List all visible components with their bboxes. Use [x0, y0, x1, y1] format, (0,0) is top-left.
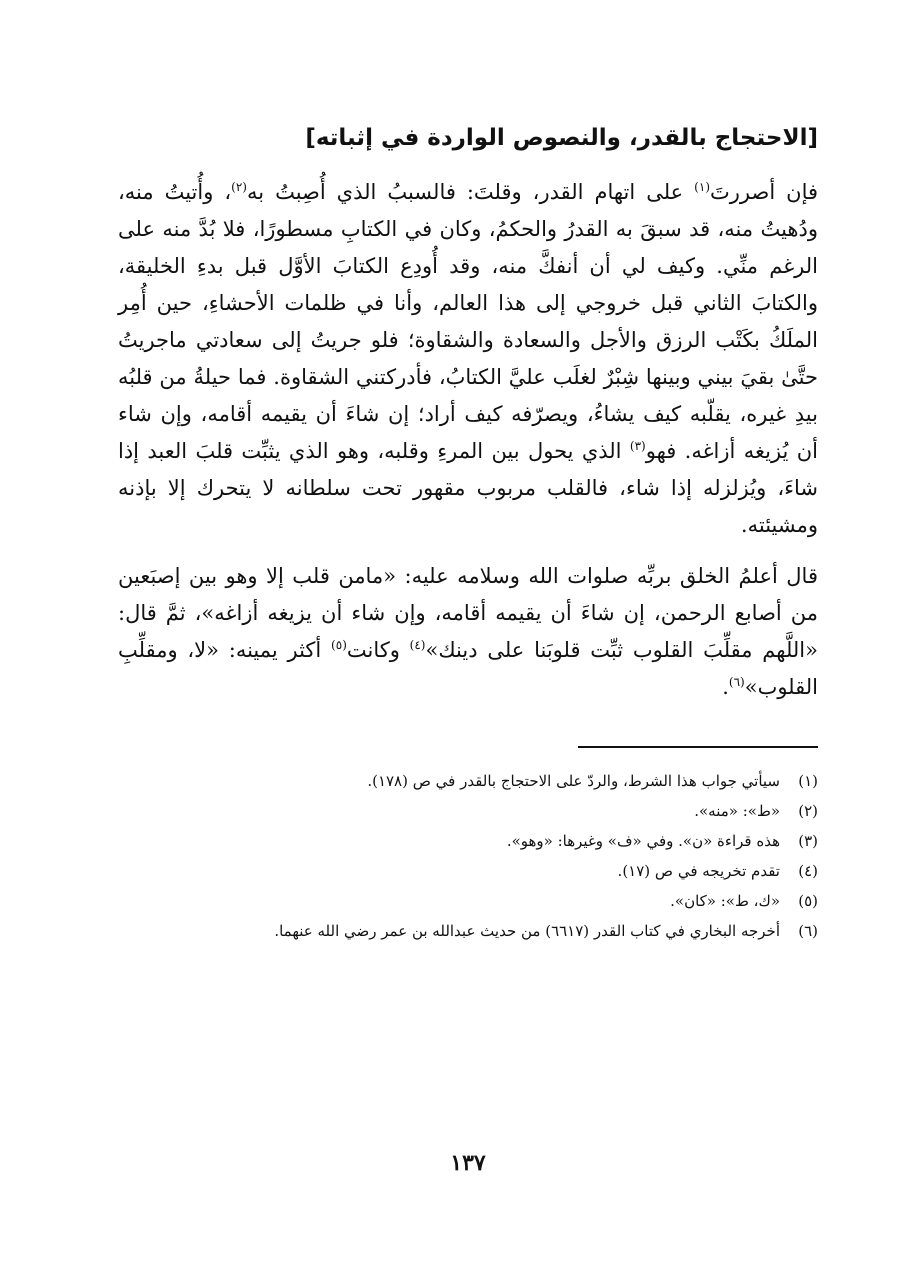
footnote-number: (٥)	[798, 892, 818, 910]
text-run: الذي يحول بين المرءِ وقلبه، وهو الذي يثبِّت قلبَ العبد إذا شاءَ، ويُزلزله إذا شاء، فالقلب مربوب مقهور تحت سلطانه لا يتحرك إلا بإذنه ومشيئته.	[118, 439, 818, 537]
footnote-number: (٢)	[798, 802, 818, 820]
footnote-ref-6: (٦)	[728, 675, 745, 689]
footnote-1	[118, 766, 818, 796]
footnote-4	[118, 856, 818, 886]
footnote-2	[118, 796, 818, 826]
footnote-ref-5: (٥)	[331, 638, 347, 652]
footnote-5	[118, 886, 818, 916]
text-run: ، وأُتيتُ منه، ودُهيتُ منه، قد سبقَ به القدرُ والحكمُ، وكان في الكتابِ مسطورًا، فلا بُدَّ منه على الرغم منِّي. وكيف لي أن أنفكَّ منه، وقد أُودِع الكتابَ الأوَّل قبل بدءِ الخليقة، والكتابَ الثاني قبل خروجي إلى هذا العالم، وأنا في ظلمات الأحشاءِ، حين أُمِر الملَكُ بكَتْب الرزق والأجل والسعادة والشقاوة؛ فلو جريتُ إلى سعادتي ماجريتُ حتَّىٰ بقيَ بيني وبينها شِبْرٌ لغلَب عليَّ الكتابُ، فأدركتني الشقاوة. فما حيلةُ من قلبُه بيدِ غيره، يقلّبه كيف يشاءُ، ويصرّفه كيف أراد؛ إن شاءَ أن يقيمه أقامه، وإن شاء أن يُزيغه أزاغه. فهو	[118, 180, 819, 463]
body-paragraph-2	[118, 558, 818, 706]
section-title: [الاحتجاج بالقدر، والنصوص الواردة في إثباته]	[305, 125, 818, 151]
footnote-text: «ط»: «منه».	[694, 802, 780, 820]
text-run: وكانت	[346, 638, 410, 662]
book-page	[118, 118, 818, 1178]
paragraph-text	[118, 558, 818, 706]
page-number: ١٣٧	[450, 1150, 486, 1176]
footnote-text: «ك، ط»: «كان».	[670, 892, 780, 910]
footnote-text: أخرجه البخاري في كتاب القدر (٦٦١٧) من حديث عبدالله بن عمر رضي الله عنهما.	[274, 922, 780, 940]
text-run: أكثر يمينه: «لا، ومقلِّبِ القلوب»	[118, 638, 818, 699]
footnote-text: هذه قراءة «ن». وفي «ف» وغيرها: «وهو».	[506, 832, 780, 850]
footnote-ref-2: (٢)	[231, 180, 247, 194]
text-run: .	[722, 675, 729, 699]
footnote-3	[118, 826, 818, 856]
footnote-number: (٦)	[798, 922, 818, 940]
footnote-6	[118, 916, 818, 946]
footnote-text: سيأتي جواب هذا الشرط، والردّ على الاحتجاج بالقدر في ص (١٧٨).	[367, 772, 780, 790]
footnote-divider	[578, 746, 818, 748]
body-paragraph-1	[118, 174, 818, 544]
footnote-text: تقدم تخريجه في ص (١٧).	[617, 862, 780, 880]
text-run: على اتهام القدر، وقلتَ: فالسببُ الذي أُصِبتُ به	[246, 180, 695, 204]
paragraph-text	[118, 174, 818, 544]
text-run: قال أعلمُ الخلق بربِّه صلوات الله وسلامه عليه: «مامن قلب إلا وهو بين إصبَعين من أصابع الرحمن، إن شاءَ أن يقيمه أقامه، وإن شاء أن يزيغه أزاغه»، ثمَّ قال: «اللَّهم مقلِّبَ القلوب ثبِّت قلوبَنا على دينك»	[118, 564, 818, 662]
footnote-number: (٣)	[798, 832, 818, 850]
footnote-ref-1: (١)	[694, 180, 710, 194]
footnote-ref-3: (٣)	[629, 439, 646, 453]
text-run: فإن أصررتَ	[710, 180, 819, 204]
footnote-ref-4: (٤)	[409, 638, 426, 652]
footnote-number: (١)	[798, 772, 818, 790]
footnote-number: (٤)	[798, 862, 818, 880]
footnotes-list	[118, 766, 818, 946]
